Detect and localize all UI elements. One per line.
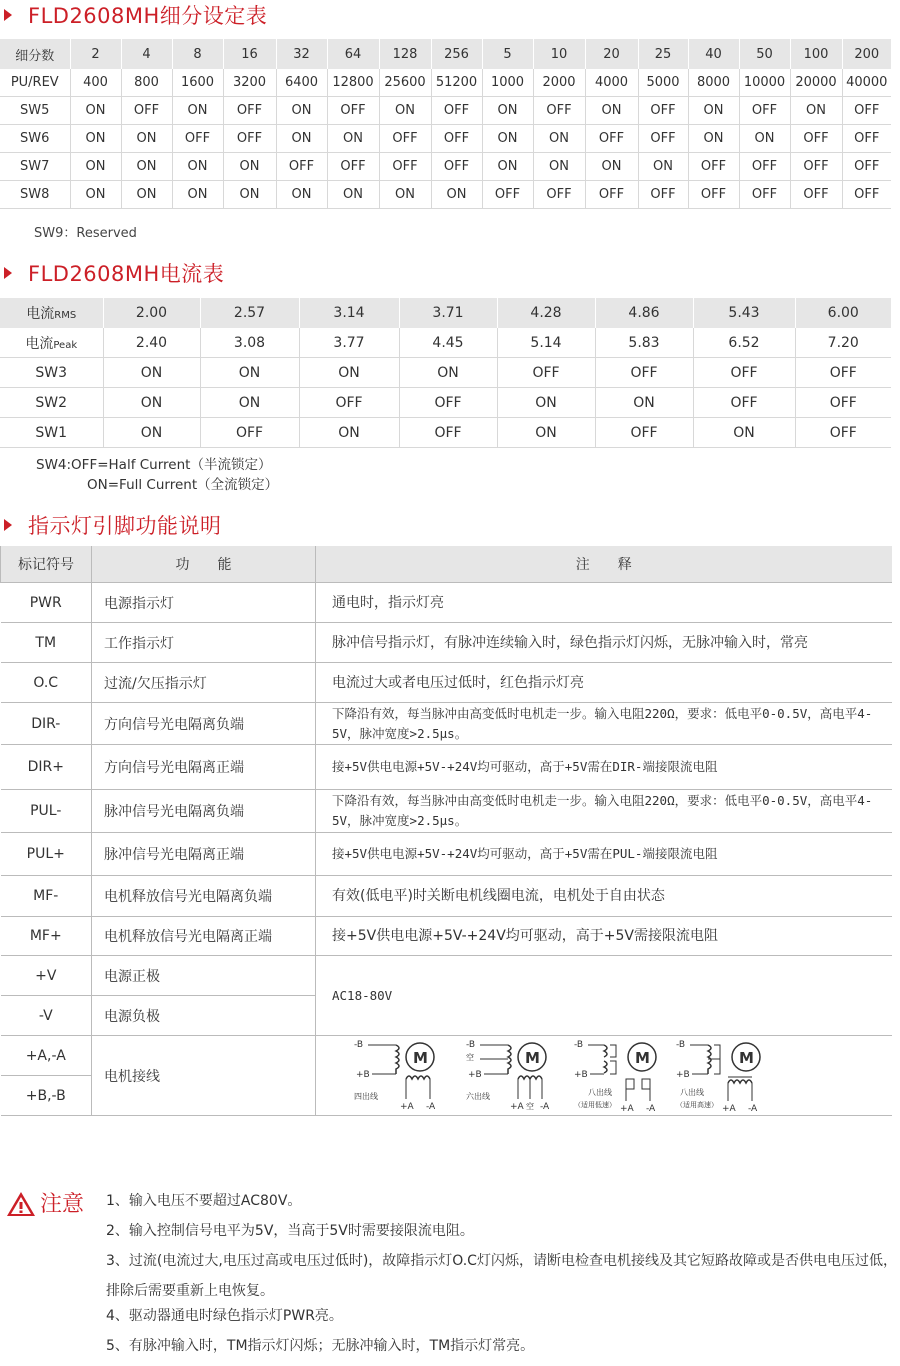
table-row xyxy=(0,153,891,181)
value-cell: ON xyxy=(399,358,497,388)
rms-value: 2.57 xyxy=(200,298,299,328)
pin-function: 工作指示灯 xyxy=(92,623,316,663)
row-label-cell: SW2 xyxy=(0,388,103,418)
triangle-bullet-icon xyxy=(4,267,12,279)
svg-text:-A: -A xyxy=(540,1101,550,1112)
value-cell: OFF xyxy=(431,97,482,125)
value-cell: 100 xyxy=(790,39,842,69)
value-cell: ON xyxy=(482,125,533,153)
value-cell: 3200 xyxy=(223,69,276,97)
value-cell: ON xyxy=(482,97,533,125)
value-cell: OFF xyxy=(223,97,276,125)
rms-value: 3.71 xyxy=(399,298,497,328)
peak-value: 4.45 xyxy=(399,328,497,358)
value-cell: ON xyxy=(276,97,327,125)
svg-text:-B: -B xyxy=(354,1039,364,1050)
value-cell: 256 xyxy=(431,39,482,69)
value-cell: 10000 xyxy=(739,69,790,97)
value-cell: ON xyxy=(70,181,121,209)
value-cell: 200 xyxy=(842,39,891,69)
value-cell: ON xyxy=(379,97,431,125)
pin-function: 电源指示灯 xyxy=(92,583,316,623)
value-cell: ON xyxy=(200,358,299,388)
value-cell: OFF xyxy=(497,358,595,388)
pin-symbol: +B,-B xyxy=(1,1076,92,1116)
table-row xyxy=(1,917,892,956)
value-cell: ON xyxy=(200,388,299,418)
value-cell: ON xyxy=(497,388,595,418)
sw9-note: SW9：Reserved xyxy=(34,226,137,241)
value-cell: 2000 xyxy=(533,69,585,97)
pin-function: 脉冲信号光电隔离负端 xyxy=(92,790,316,833)
value-cell: ON xyxy=(693,418,795,448)
pin-function: 方向信号光电隔离正端 xyxy=(92,745,316,790)
value-cell: OFF xyxy=(795,388,891,418)
row-label-cell: PU/REV xyxy=(0,69,70,97)
peak-value: 7.20 xyxy=(795,328,891,358)
value-cell: 64 xyxy=(327,39,379,69)
value-cell: ON xyxy=(103,418,200,448)
value-cell: 12800 xyxy=(327,69,379,97)
svg-text:-B: -B xyxy=(676,1039,686,1050)
svg-text:M: M xyxy=(525,1048,540,1067)
svg-text:空: 空 xyxy=(466,1052,474,1062)
value-cell: OFF xyxy=(790,153,842,181)
svg-text:-B: -B xyxy=(574,1039,584,1050)
table-row xyxy=(0,358,891,388)
pin-note: 下降沿有效，每当脉冲由高变低时电机走一步。输入电阻220Ω，要求：低电平0-0.5V，高电平4-5V，脉冲宽度>2.5μs。 xyxy=(316,703,892,745)
caution-list xyxy=(106,1191,898,1366)
pin-function: 过流/欠压指示灯 xyxy=(92,663,316,703)
value-cell: 128 xyxy=(379,39,431,69)
table-row xyxy=(1,833,892,876)
peak-value: 5.83 xyxy=(595,328,693,358)
table-row xyxy=(0,97,891,125)
value-cell: 51200 xyxy=(431,69,482,97)
power-note: AC18-80V xyxy=(316,956,892,1036)
value-cell: 5000 xyxy=(638,69,688,97)
section-title-text: FLD2608MH电流表 xyxy=(28,262,225,286)
pin-symbol: DIR+ xyxy=(1,745,92,790)
wiring-diagram-6wire xyxy=(466,1037,576,1116)
table-row xyxy=(1,876,892,917)
pin-symbol: O.C xyxy=(1,663,92,703)
six-wire-motor-icon xyxy=(466,1037,576,1115)
value-cell: 6400 xyxy=(276,69,327,97)
microstep-header-row xyxy=(0,39,891,69)
value-cell: OFF xyxy=(121,97,172,125)
table-row xyxy=(1,623,892,663)
value-cell: 400 xyxy=(70,69,121,97)
value-cell: 5 xyxy=(482,39,533,69)
value-cell: 25 xyxy=(638,39,688,69)
value-cell: ON xyxy=(103,388,200,418)
value-cell: 2 xyxy=(70,39,121,69)
value-cell: ON xyxy=(172,181,223,209)
svg-text:+A: +A xyxy=(510,1101,524,1112)
value-cell: OFF xyxy=(327,97,379,125)
value-cell: OFF xyxy=(739,153,790,181)
value-cell: ON xyxy=(299,418,399,448)
svg-text:（适用高速）: （适用高速） xyxy=(676,1100,718,1109)
value-cell: ON xyxy=(482,153,533,181)
value-cell: OFF xyxy=(223,125,276,153)
pin-function: 脉冲信号光电隔离正端 xyxy=(92,833,316,876)
pin-note: 脉冲信号指示灯，有脉冲连续输入时，绿色指示灯闪烁，无脉冲输入时，常亮 xyxy=(316,623,892,663)
table-row xyxy=(0,388,891,418)
value-cell: OFF xyxy=(638,125,688,153)
table-row xyxy=(1,703,892,745)
value-cell: ON xyxy=(70,125,121,153)
value-cell: ON xyxy=(431,181,482,209)
section-title-current xyxy=(0,258,224,288)
value-cell: ON xyxy=(276,181,327,209)
peak-value: 3.77 xyxy=(299,328,399,358)
value-cell: ON xyxy=(121,125,172,153)
value-cell: 40 xyxy=(688,39,739,69)
table-row xyxy=(1,583,892,623)
pin-function: 电机释放信号光电隔离负端 xyxy=(92,876,316,917)
row-label-cell: SW5 xyxy=(0,97,70,125)
four-wire-motor-icon xyxy=(354,1037,464,1115)
peak-value: 5.14 xyxy=(497,328,595,358)
value-cell: ON xyxy=(121,153,172,181)
value-cell: OFF xyxy=(276,153,327,181)
value-cell: OFF xyxy=(638,97,688,125)
value-cell: OFF xyxy=(638,181,688,209)
svg-text:+B: +B xyxy=(356,1069,370,1080)
value-cell: 8 xyxy=(172,39,223,69)
section-title-pins xyxy=(0,510,222,540)
caution-title: 注意 xyxy=(40,1192,85,1217)
value-cell: 800 xyxy=(121,69,172,97)
pin-function: 电机释放信号光电隔离正端 xyxy=(92,917,316,956)
svg-text:M: M xyxy=(739,1048,754,1067)
value-cell: 20000 xyxy=(790,69,842,97)
wiring-diagram-8wire-high xyxy=(676,1037,786,1116)
table-row xyxy=(1,790,892,833)
rms-value: 4.86 xyxy=(595,298,693,328)
table-row xyxy=(1,663,892,703)
sw4-note xyxy=(36,455,278,495)
table-row xyxy=(0,125,891,153)
pin-symbol: TM xyxy=(1,623,92,663)
value-cell: OFF xyxy=(739,181,790,209)
svg-text:+A: +A xyxy=(722,1103,736,1114)
section-title-microstep xyxy=(0,0,267,30)
value-cell: ON xyxy=(327,125,379,153)
value-cell: OFF xyxy=(327,153,379,181)
pin-symbol: +A,-A xyxy=(1,1036,92,1076)
svg-text:八出线: 八出线 xyxy=(680,1087,704,1097)
value-cell: OFF xyxy=(585,125,638,153)
svg-text:四出线: 四出线 xyxy=(354,1091,378,1101)
value-cell: ON xyxy=(276,125,327,153)
value-cell: OFF xyxy=(739,97,790,125)
value-cell: OFF xyxy=(842,153,891,181)
value-cell: ON xyxy=(70,153,121,181)
value-cell: ON xyxy=(70,97,121,125)
value-cell: ON xyxy=(533,153,585,181)
value-cell: ON xyxy=(103,358,200,388)
peak-value: 3.08 xyxy=(200,328,299,358)
value-cell: 4 xyxy=(121,39,172,69)
value-cell: ON xyxy=(585,97,638,125)
header-note: 注 释 xyxy=(316,546,892,583)
header-function: 功 能 xyxy=(92,546,316,583)
table-row xyxy=(0,418,891,448)
caution-item: 1、输入电压不要超过AC80V。 xyxy=(106,1193,302,1209)
value-cell: ON xyxy=(595,388,693,418)
rms-value: 6.00 xyxy=(795,298,891,328)
triangle-bullet-icon xyxy=(4,519,12,531)
row-label-cell: SW7 xyxy=(0,153,70,181)
wiring-diagram-4wire xyxy=(354,1037,464,1116)
rms-value: 5.43 xyxy=(693,298,795,328)
pin-symbol: MF+ xyxy=(1,917,92,956)
value-cell: ON xyxy=(223,181,276,209)
rms-value: 4.28 xyxy=(497,298,595,328)
value-cell: OFF xyxy=(595,418,693,448)
value-cell: ON xyxy=(172,153,223,181)
table-row xyxy=(0,181,891,209)
rms-value: 2.00 xyxy=(103,298,200,328)
svg-text:+A: +A xyxy=(620,1103,634,1114)
warning-icon xyxy=(6,1191,36,1217)
value-cell: OFF xyxy=(533,97,585,125)
pin-symbol: +V xyxy=(1,956,92,996)
value-cell: 32 xyxy=(276,39,327,69)
rms-value: 3.14 xyxy=(299,298,399,328)
current-table xyxy=(0,298,891,448)
row-label-cell: SW8 xyxy=(0,181,70,209)
pin-function: 方向信号光电隔离负端 xyxy=(92,703,316,745)
value-cell: ON xyxy=(379,181,431,209)
value-cell: OFF xyxy=(431,153,482,181)
svg-text:-B: -B xyxy=(466,1039,476,1050)
pin-function: 电源负极 xyxy=(92,996,316,1036)
header-symbol: 标记符号 xyxy=(1,546,92,583)
pin-function-table xyxy=(0,546,892,1116)
caution-item: 5、有脉冲输入时，TM指示灯闪烁；无脉冲输入时，TM指示灯常亮。 xyxy=(106,1338,535,1354)
svg-text:+B: +B xyxy=(676,1069,690,1080)
peak-value: 2.40 xyxy=(103,328,200,358)
svg-text:-A: -A xyxy=(748,1103,758,1114)
value-cell: OFF xyxy=(482,181,533,209)
value-cell: ON xyxy=(688,125,739,153)
table-row xyxy=(1,1036,892,1076)
value-cell: OFF xyxy=(842,181,891,209)
peak-label-cell: 电流Peak xyxy=(0,328,103,358)
value-cell: ON xyxy=(299,358,399,388)
svg-text:M: M xyxy=(413,1048,428,1067)
value-cell: OFF xyxy=(842,125,891,153)
triangle-bullet-icon xyxy=(4,9,12,21)
pin-table-header xyxy=(1,546,892,583)
eight-wire-low-speed-icon xyxy=(574,1037,684,1115)
svg-text:+B: +B xyxy=(468,1069,482,1080)
rms-row xyxy=(0,298,891,328)
caution-item: 4、驱动器通电时绿色指示灯PWR亮。 xyxy=(106,1308,343,1324)
value-cell: OFF xyxy=(842,97,891,125)
value-cell: ON xyxy=(638,153,688,181)
row-label-cell: SW6 xyxy=(0,125,70,153)
pin-function: 电源正极 xyxy=(92,956,316,996)
pin-symbol: MF- xyxy=(1,876,92,917)
value-cell: OFF xyxy=(688,153,739,181)
pin-symbol: PUL+ xyxy=(1,833,92,876)
svg-text:八出线: 八出线 xyxy=(588,1087,612,1097)
row-label-cell: SW3 xyxy=(0,358,103,388)
svg-text:+A: +A xyxy=(400,1101,414,1112)
pin-note: 通电时，指示灯亮 xyxy=(316,583,892,623)
peak-value: 6.52 xyxy=(693,328,795,358)
value-cell: ON xyxy=(327,181,379,209)
value-cell: OFF xyxy=(379,153,431,181)
table-row xyxy=(1,745,892,790)
pin-function: 电机接线 xyxy=(92,1036,316,1116)
value-cell: ON xyxy=(688,97,739,125)
value-cell: ON xyxy=(739,125,790,153)
row-label-cell: SW1 xyxy=(0,418,103,448)
svg-text:（适用低速）: （适用低速） xyxy=(574,1100,616,1109)
svg-text:-A: -A xyxy=(426,1101,436,1112)
pin-symbol: -V xyxy=(1,996,92,1036)
sw4-note-line1: SW4:OFF=Half Current（半流锁定） xyxy=(36,457,272,473)
wiring-diagram-8wire-low xyxy=(574,1037,684,1116)
value-cell: ON xyxy=(121,181,172,209)
value-cell: OFF xyxy=(200,418,299,448)
table-row xyxy=(0,69,891,97)
pin-note: 接+5V供电电源+5V-+24V均可驱动，高于+5V需在PUL-端接限流电阻 xyxy=(316,833,892,876)
section-title-text: 指示灯引脚功能说明 xyxy=(28,514,222,538)
value-cell: OFF xyxy=(795,358,891,388)
value-cell: 20 xyxy=(585,39,638,69)
value-cell: 10 xyxy=(533,39,585,69)
pin-note: 接+5V供电电源+5V-+24V均可驱动，高于+5V需接限流电阻 xyxy=(316,917,892,956)
value-cell: OFF xyxy=(790,125,842,153)
svg-text:空: 空 xyxy=(526,1101,534,1111)
value-cell: 40000 xyxy=(842,69,891,97)
pin-note: 电流过大或者电压过低时，红色指示灯亮 xyxy=(316,663,892,703)
pin-symbol: PWR xyxy=(1,583,92,623)
value-cell: OFF xyxy=(795,418,891,448)
value-cell: ON xyxy=(172,97,223,125)
value-cell: ON xyxy=(585,153,638,181)
svg-text:M: M xyxy=(635,1048,650,1067)
value-cell: OFF xyxy=(431,125,482,153)
value-cell: OFF xyxy=(172,125,223,153)
value-cell: ON xyxy=(223,153,276,181)
value-cell: OFF xyxy=(379,125,431,153)
motor-wiring-diagrams xyxy=(316,1036,892,1116)
pin-note: 有效(低电平)时关断电机线圈电流，电机处于自由状态 xyxy=(316,876,892,917)
svg-text:六出线: 六出线 xyxy=(466,1091,490,1101)
row-label-cell: 细分数 xyxy=(0,39,70,69)
pin-symbol: PUL- xyxy=(1,790,92,833)
value-cell: 16 xyxy=(223,39,276,69)
value-cell: 25600 xyxy=(379,69,431,97)
caution-item: 2、输入控制信号电平为5V，当高于5V时需要接限流电阻。 xyxy=(106,1223,474,1239)
value-cell: OFF xyxy=(693,388,795,418)
svg-text:-A: -A xyxy=(646,1103,656,1114)
value-cell: ON xyxy=(533,125,585,153)
value-cell: OFF xyxy=(790,181,842,209)
value-cell: 1000 xyxy=(482,69,533,97)
value-cell: 50 xyxy=(739,39,790,69)
value-cell: OFF xyxy=(693,358,795,388)
value-cell: OFF xyxy=(299,388,399,418)
pin-symbol: DIR- xyxy=(1,703,92,745)
microstep-table xyxy=(0,39,891,209)
value-cell: OFF xyxy=(688,181,739,209)
section-title-text: FLD2608MH细分设定表 xyxy=(28,4,268,28)
value-cell: OFF xyxy=(533,181,585,209)
eight-wire-high-speed-icon xyxy=(676,1037,786,1115)
value-cell: 4000 xyxy=(585,69,638,97)
svg-text:+B: +B xyxy=(574,1069,588,1080)
value-cell: 1600 xyxy=(172,69,223,97)
value-cell: 8000 xyxy=(688,69,739,97)
value-cell: ON xyxy=(497,418,595,448)
value-cell: OFF xyxy=(399,388,497,418)
value-cell: OFF xyxy=(595,358,693,388)
rms-label-cell: 电流RMS xyxy=(0,298,103,328)
pin-note: 下降沿有效，每当脉冲由高变低时电机走一步。输入电阻220Ω，要求：低电平0-0.5V，高电平4-5V，脉冲宽度>2.5μs。 xyxy=(316,790,892,833)
table-row xyxy=(1,956,892,996)
value-cell: OFF xyxy=(399,418,497,448)
peak-row xyxy=(0,328,891,358)
caution-item: 3、过流(电流过大,电压过高或电压过低时)，故障指示灯O.C灯闪烁，请断电检查电机接线及其它短路故障或是否供电电压过低，排除后需要重新上电恢复。 xyxy=(106,1253,897,1299)
value-cell: ON xyxy=(790,97,842,125)
sw4-note-line2: ON=Full Current（全流锁定） xyxy=(87,477,279,493)
pin-note: 接+5V供电电源+5V-+24V均可驱动，高于+5V需在DIR-端接限流电阻 xyxy=(316,745,892,790)
value-cell: OFF xyxy=(585,181,638,209)
